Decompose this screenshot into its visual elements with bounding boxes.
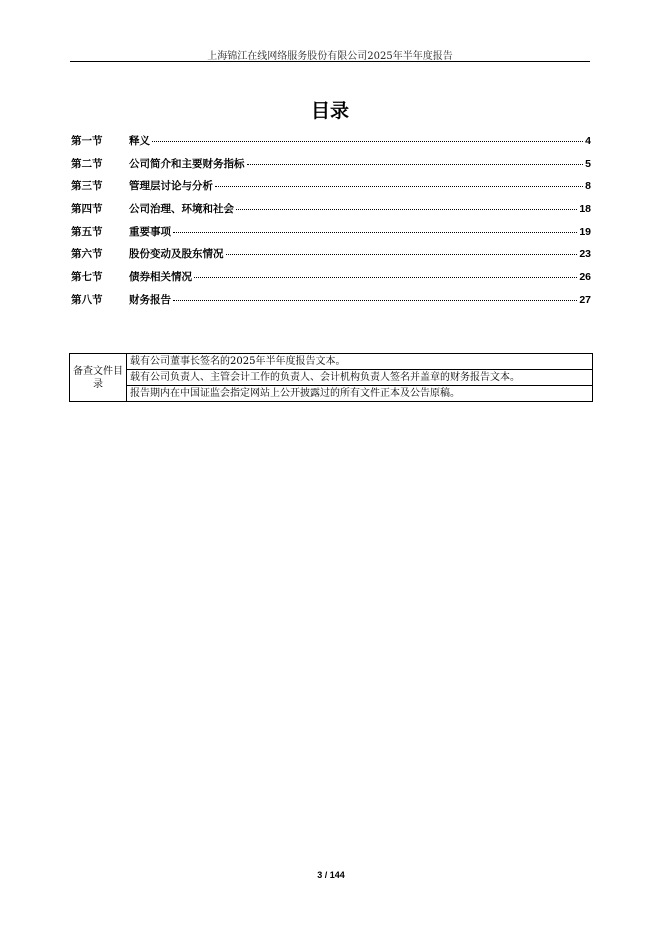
toc-section-title: 释义 — [129, 135, 150, 147]
toc-entry[interactable] — [71, 178, 591, 201]
toc-leader-dots — [173, 232, 577, 233]
toc-page-number: 26 — [579, 271, 591, 284]
toc-section-number: 第五节 — [71, 225, 103, 238]
table-row — [70, 386, 593, 402]
toc-entry[interactable] — [71, 201, 591, 224]
toc-section-number: 第二节 — [71, 157, 103, 170]
toc-page-number: 5 — [585, 157, 591, 170]
toc-section-number: 第七节 — [71, 271, 103, 284]
toc-leader-dots — [152, 141, 583, 142]
toc-section-number: 第一节 — [71, 135, 103, 147]
toc-section-number: 第六节 — [71, 248, 103, 261]
table-of-contents — [71, 133, 591, 315]
toc-entry[interactable] — [71, 133, 591, 156]
toc-section-title: 财务报告 — [129, 293, 171, 306]
toc-section-title: 公司治理、环境和社会 — [129, 203, 234, 216]
toc-leader-dots — [226, 254, 578, 255]
toc-leader-dots — [215, 186, 583, 187]
toc-section-number: 第八节 — [71, 293, 103, 306]
toc-page-number: 27 — [579, 293, 591, 306]
toc-section-title: 重要事项 — [129, 225, 171, 238]
toc-entry[interactable] — [71, 224, 591, 247]
reference-document-item: 载有公司董事长签名的2025年半年度报告文本。 — [127, 354, 593, 370]
toc-page-number: 18 — [579, 203, 591, 216]
toc-entry[interactable] — [71, 246, 591, 269]
toc-page-number: 8 — [585, 180, 591, 193]
toc-section-number: 第三节 — [71, 180, 103, 193]
toc-page-number: 23 — [579, 248, 591, 261]
toc-entry[interactable] — [71, 292, 591, 315]
toc-entry[interactable] — [71, 269, 591, 292]
page-title: 目录 — [310, 100, 349, 122]
toc-page-number: 19 — [579, 225, 591, 238]
running-header: 上海锦江在线网络服务股份有限公司2025年半年度报告 — [207, 51, 453, 62]
header-divider — [70, 61, 590, 62]
reference-documents-table — [69, 353, 593, 402]
toc-leader-dots — [236, 209, 577, 210]
toc-section-title: 管理层讨论与分析 — [129, 180, 213, 193]
toc-section-number: 第四节 — [71, 203, 103, 216]
toc-section-title: 股份变动及股东情况 — [129, 248, 224, 261]
toc-leader-dots — [247, 164, 584, 165]
toc-leader-dots — [194, 277, 577, 278]
toc-page-number: 4 — [585, 135, 591, 147]
toc-section-title: 公司简介和主要财务指标 — [129, 157, 245, 170]
reference-document-item: 载有公司负责人、主管会计工作的负责人、会计机构负责人签名并盖章的财务报告文本。 — [127, 370, 593, 386]
table-row — [70, 354, 593, 370]
reference-document-item: 报告期内在中国证监会指定网站上公开披露过的所有文件正本及公告原稿。 — [127, 386, 593, 402]
reference-documents-label: 备查文件目录 — [70, 354, 127, 402]
toc-entry[interactable] — [71, 156, 591, 179]
page-number-footer: 3 / 144 — [317, 870, 345, 880]
toc-section-title: 债券相关情况 — [129, 271, 192, 284]
table-row — [70, 370, 593, 386]
toc-leader-dots — [173, 300, 577, 301]
